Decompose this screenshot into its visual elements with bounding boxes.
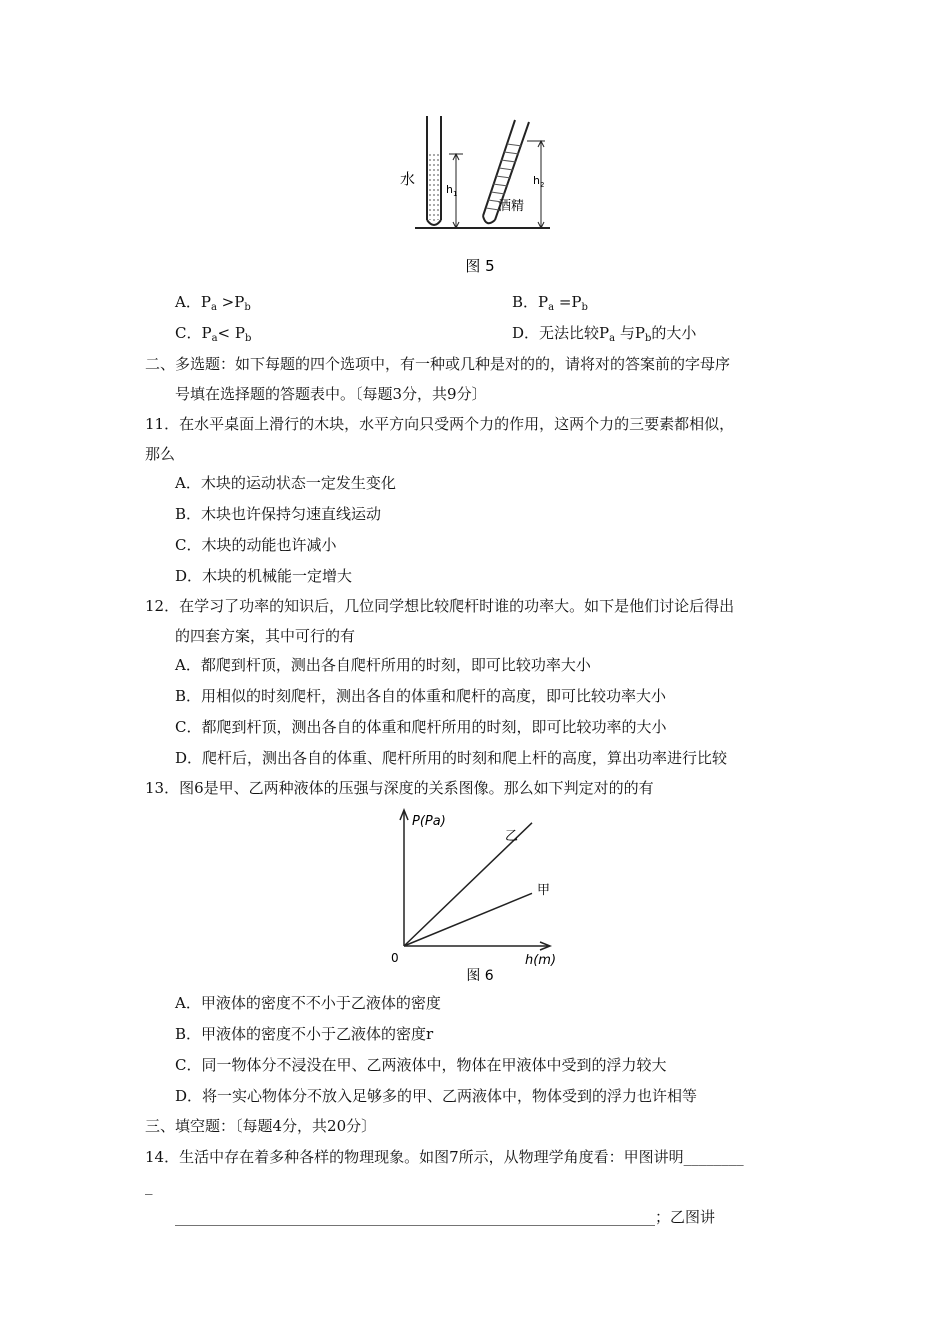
series-line-jia — [404, 893, 532, 946]
q11-stem-cont: 那么 — [145, 445, 176, 463]
q12-option-c: C．都爬到杆顶，测出各自的体重和爬杆所用的时刻，即可比较功率的大小 — [175, 718, 667, 736]
q12-option-a: A．都爬到杆顶，测出各自爬杆所用的时刻，即可比较功率大小 — [175, 656, 591, 674]
label-h1: $h_1$ — [446, 183, 458, 198]
q14-stem-blank-cont: _ — [145, 1177, 153, 1195]
q10-option-d: D．无法比较$P_a$ 与$P_b$的大小 — [512, 324, 697, 344]
q13-option-d: D．将一实心物体分不放入足够多的甲、乙两液体中，物体受到的浮力也许相等 — [175, 1087, 698, 1105]
q11-option-c: C．木块的动能也许减小 — [175, 536, 337, 554]
figure-6-chart — [380, 800, 570, 990]
origin-label: 0 — [391, 951, 399, 965]
figure6-caption: 图 6 — [466, 968, 494, 984]
section3-heading: 三、填空题：〔每题4分，共20分〕 — [145, 1117, 377, 1135]
q10-option-b: B．$P_a =P_b$ — [512, 293, 588, 313]
series-label-jia: 甲 — [537, 883, 551, 898]
tube-right-bottom — [483, 216, 495, 223]
q11-option-a: A．木块的运动状态一定发生变化 — [175, 474, 396, 492]
q13-stem: 13．图6是甲、乙两种液体的压强与深度的关系图像。那么如下判定对的的有 — [145, 779, 654, 797]
x-axis-label: h(m) — [525, 953, 557, 968]
series-label-yi: 乙 — [505, 829, 519, 844]
q11-stem: 11．在水平桌面上滑行的木块，水平方向只受两个力的作用，这两个力的三要素都相似， — [145, 415, 735, 433]
water-fill — [430, 154, 438, 222]
section2-heading: 二、多选题：如下每题的四个选项中，有一种或几种是对的的，请将对的答案前的字母序 — [145, 355, 731, 373]
q12-stem: 12．在学习了功率的知识后，几位同学想比较爬杆时谁的功率大。如下是他们讨论后得出 — [145, 597, 735, 615]
label-water: 水 — [400, 170, 416, 188]
figure-5 — [395, 108, 565, 278]
y-axis-label: P(Pa) — [412, 814, 446, 829]
section2-heading-cont: 号填在选择题的答题表中。〔每题3分，共9分〕 — [175, 385, 487, 403]
q14-stem: 14．生活中存在着多种各样的物理现象。如图7所示，从物理学角度看：甲图讲明________ — [145, 1148, 744, 1166]
q10-option-c: C．$P_a< P_b$ — [175, 324, 252, 344]
label-h2: $h_2$ — [533, 174, 545, 189]
q13-option-c: C．同一物体分不浸没在甲、乙两液体中，物体在甲液体中受到的浮力较大 — [175, 1056, 667, 1074]
q10-option-a: A．$P_a >P_b$ — [175, 293, 251, 313]
q11-option-b: B．木块也许保持匀速直线运动 — [175, 505, 382, 523]
q12-option-b: B．用相似的时刻爬杆，测出各自的体重和爬杆的高度，即可比较功率大小 — [175, 687, 667, 705]
q11-option-d: D．木块的机械能一定增大 — [175, 567, 353, 585]
q12-option-d: D．爬杆后，测出各自的体重、爬杆所用的时刻和爬上杆的高度，算出功率进行比较 — [175, 749, 728, 767]
figure5-caption: 图 5 — [465, 257, 495, 275]
q14-answer-blank: ________________________________________________________________；乙图讲 — [175, 1208, 716, 1226]
q13-option-a: A．甲液体的密度不不小于乙液体的密度 — [175, 994, 441, 1012]
q12-stem-cont: 的四套方案，其中可行的有 — [175, 627, 356, 645]
q13-option-b: B．甲液体的密度不小于乙液体的密度r — [175, 1025, 434, 1043]
label-alcohol: 酒精 — [498, 199, 525, 214]
